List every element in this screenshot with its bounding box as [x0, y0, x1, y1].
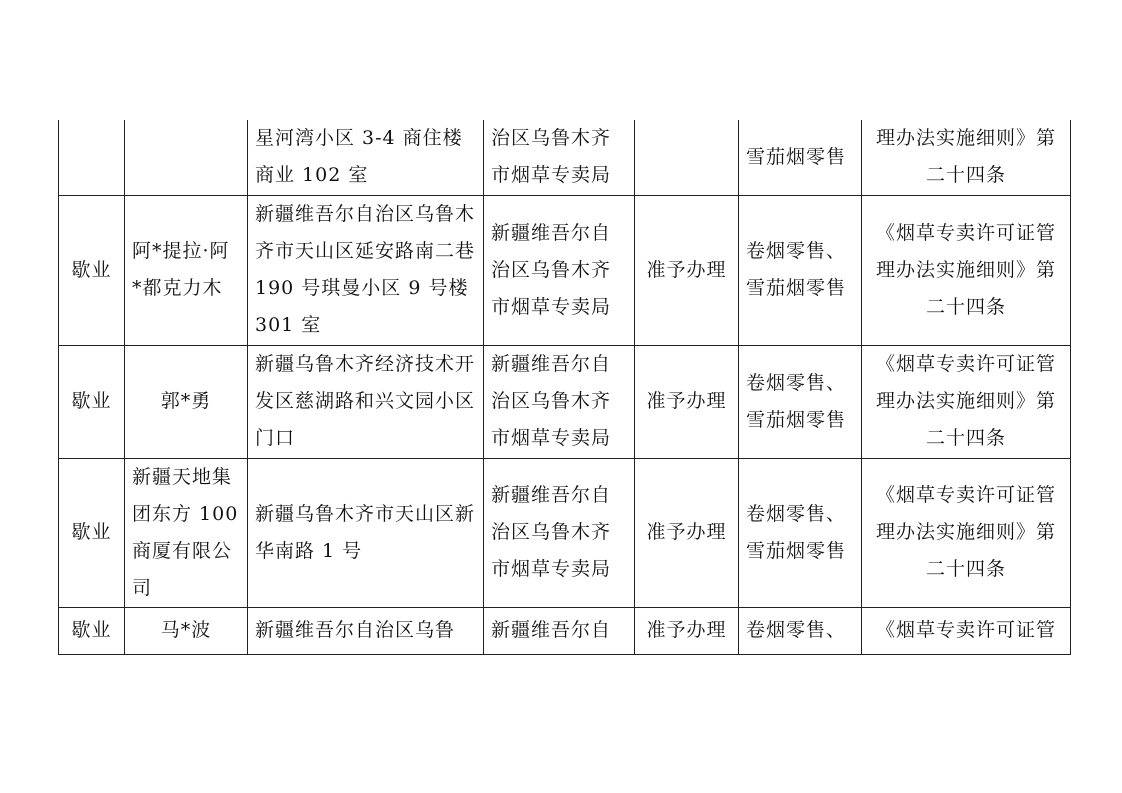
- type-cell: 歇业: [59, 345, 125, 458]
- decision-cell: [635, 120, 739, 195]
- basis-cell: 理办法实施细则》第二十四条: [862, 120, 1071, 195]
- table-row: [59, 458, 1071, 607]
- scope-cell: 卷烟零售、雪茄烟零售: [739, 345, 862, 458]
- address-cell: 新疆维吾尔自治区乌鲁木齐市天山区延安路南二巷 190 号琪曼小区 9 号楼 301 室: [248, 195, 484, 345]
- authority-cell: 新疆维吾尔自治区乌鲁木齐市烟草专卖局: [484, 195, 635, 345]
- name-cell: 阿*提拉·阿*都克力木: [125, 195, 248, 345]
- type-cell: 歇业: [59, 458, 125, 607]
- scope-cell: 卷烟零售、雪茄烟零售: [739, 195, 862, 345]
- scope-cell: 卷烟零售、: [739, 607, 862, 654]
- authority-cell: 新疆维吾尔自: [484, 607, 635, 654]
- table-row: [59, 195, 1071, 345]
- type-cell: 歇业: [59, 195, 125, 345]
- name-cell: 马*波: [125, 607, 248, 654]
- type-cell: 歇业: [59, 607, 125, 654]
- basis-cell: 《烟草专卖许可证管: [862, 607, 1071, 654]
- basis-cell: 《烟草专卖许可证管理办法实施细则》第二十四条: [862, 458, 1071, 607]
- address-cell: 星河湾小区 3-4 商住楼商业 102 室: [248, 120, 484, 195]
- address-cell: 新疆乌鲁木齐市天山区新华南路 1 号: [248, 458, 484, 607]
- name-cell: [125, 120, 248, 195]
- address-cell: 新疆维吾尔自治区乌鲁: [248, 607, 484, 654]
- basis-cell: 《烟草专卖许可证管理办法实施细则》第二十四条: [862, 345, 1071, 458]
- decision-cell: 准予办理: [635, 458, 739, 607]
- table-row: [59, 120, 1071, 195]
- decision-cell: 准予办理: [635, 195, 739, 345]
- decision-cell: 准予办理: [635, 607, 739, 654]
- table-row: [59, 345, 1071, 458]
- name-cell: 新疆天地集团东方 100 商厦有限公司: [125, 458, 248, 607]
- scope-cell: 雪茄烟零售: [739, 120, 862, 195]
- authority-cell: 治区乌鲁木齐市烟草专卖局: [484, 120, 635, 195]
- scope-cell: 卷烟零售、雪茄烟零售: [739, 458, 862, 607]
- decision-cell: 准予办理: [635, 345, 739, 458]
- name-cell: 郭*勇: [125, 345, 248, 458]
- table-row: [59, 607, 1071, 654]
- authority-cell: 新疆维吾尔自治区乌鲁木齐市烟草专卖局: [484, 345, 635, 458]
- license-table: [58, 120, 1071, 655]
- address-cell: 新疆乌鲁木齐经济技术开发区慈湖路和兴文园小区门口: [248, 345, 484, 458]
- basis-cell: 《烟草专卖许可证管理办法实施细则》第二十四条: [862, 195, 1071, 345]
- authority-cell: 新疆维吾尔自治区乌鲁木齐市烟草专卖局: [484, 458, 635, 607]
- type-cell: [59, 120, 125, 195]
